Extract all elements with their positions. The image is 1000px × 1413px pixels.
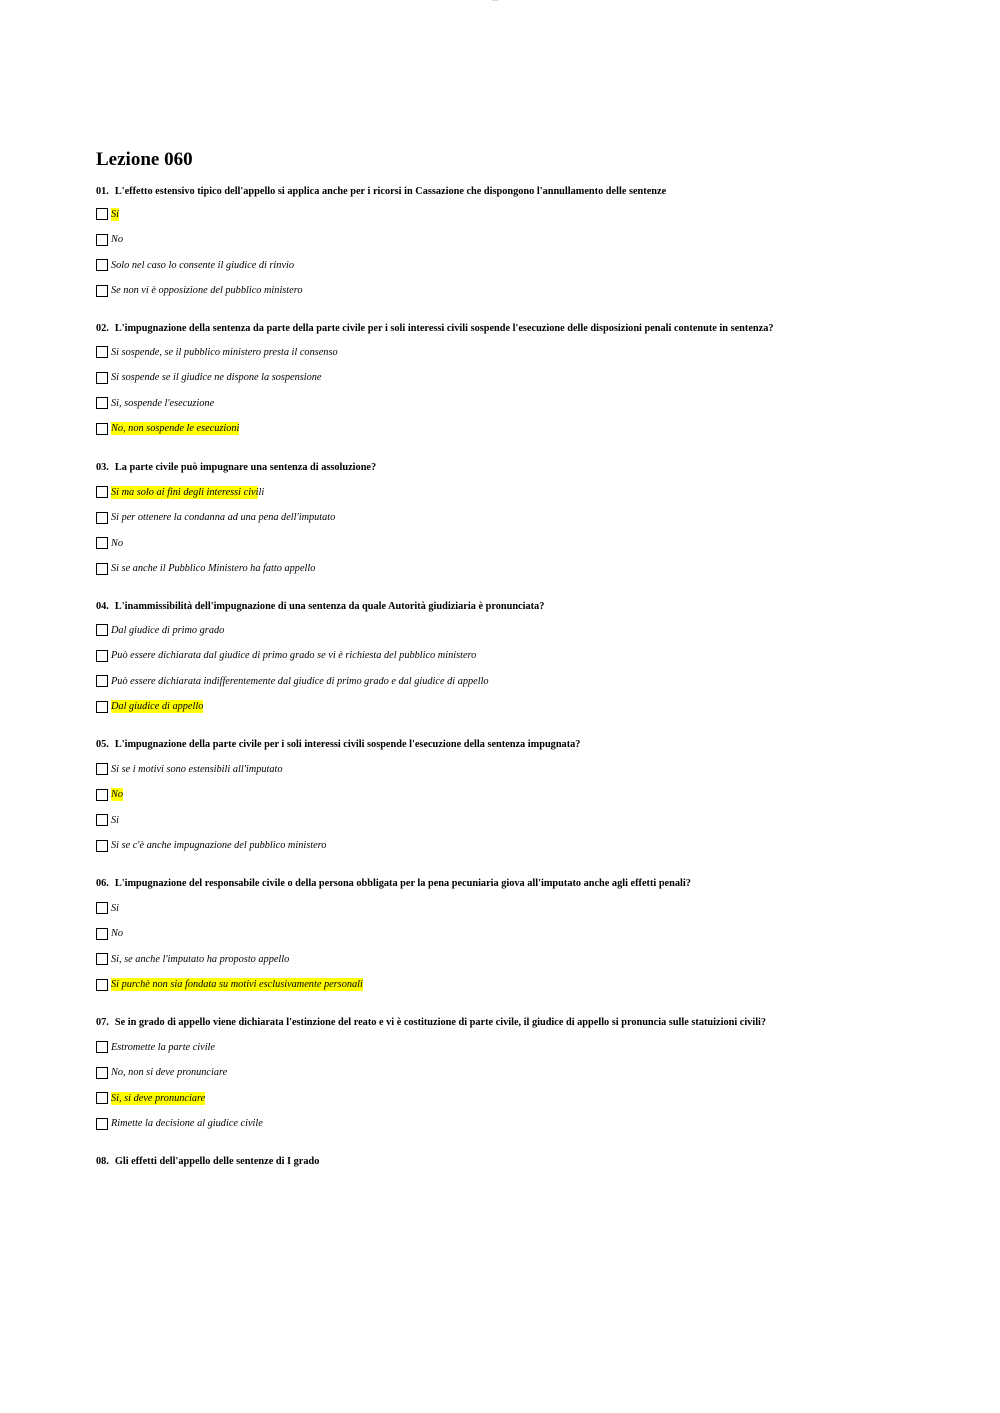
answer-checkbox[interactable] xyxy=(96,1092,108,1104)
answer-label: Se non vi è opposizione del pubblico ministero xyxy=(111,285,303,296)
answer-option[interactable] xyxy=(96,699,203,715)
answer-label: Si, sospende l'esecuzione xyxy=(111,397,215,409)
answer-option[interactable] xyxy=(96,421,239,437)
answer-checkbox[interactable] xyxy=(96,397,108,409)
answer-checkbox[interactable] xyxy=(96,840,108,852)
answer-label: Rimette la decisione al giudice civile xyxy=(111,1118,263,1129)
answer-option[interactable] xyxy=(96,283,303,299)
question-number: 07. xyxy=(96,1017,109,1028)
answer-label: No xyxy=(111,234,124,245)
answer-option[interactable] xyxy=(96,977,363,993)
correct-answer-label: Si xyxy=(111,208,120,220)
question-text: L'impugnazione della parte civile per i soli interessi civili sospende l'esecuzione della sentenza impugnata? xyxy=(114,739,581,750)
answer-checkbox[interactable] xyxy=(96,1118,108,1130)
answer-label: No, non si deve pronunciare xyxy=(111,1067,228,1078)
answer-label: Si per ottenere la condanna ad una pena dell'imputato xyxy=(111,512,336,523)
question-text: L'impugnazione della sentenza da parte della parte civile per i soli interessi civili sospende l'esecuzione delle disposizioni penali contenute in sentenza? xyxy=(114,323,774,334)
answer-option[interactable] xyxy=(96,395,214,411)
answer-checkbox[interactable] xyxy=(96,675,108,687)
correct-answer-label: No xyxy=(111,789,124,800)
answer-option[interactable] xyxy=(96,561,315,577)
answer-option[interactable] xyxy=(96,787,123,803)
answer-checkbox[interactable] xyxy=(96,1067,108,1079)
answer-option[interactable] xyxy=(96,344,338,360)
answer-checkbox[interactable] xyxy=(96,701,108,713)
question-number: 04. xyxy=(96,601,109,612)
answer-checkbox[interactable] xyxy=(96,346,108,358)
correct-answer-label: Dal giudice di appello xyxy=(111,701,204,712)
answer-checkbox[interactable] xyxy=(96,763,108,775)
question-3 xyxy=(96,462,376,473)
question-2 xyxy=(96,323,774,334)
answer-label: Può essere dichiarata dal giudice di primo grado se vi è richiesta del pubblico ministero xyxy=(111,650,477,661)
correct-answer-label: Si purchè non sia fondata su motivi esclusivamente personali xyxy=(111,979,363,990)
answer-label: Si se c'è anche impugnazione del pubblico ministero xyxy=(111,840,327,851)
answer-label: No xyxy=(111,928,124,939)
lesson-title: Lezione 060 xyxy=(96,149,193,170)
question-5 xyxy=(96,739,580,750)
answer-option[interactable] xyxy=(96,838,326,854)
answer-checkbox[interactable] xyxy=(96,902,108,914)
answer-label: Si, se anche l'imputato ha proposto appello xyxy=(111,953,290,965)
question-8 xyxy=(96,1156,319,1167)
answer-label: Si sospende se il giudice ne dispone la sospensione xyxy=(111,372,322,383)
answer-label: Si xyxy=(111,902,120,914)
answer-label: Si se anche il Pubblico Ministero ha fatto appello xyxy=(111,563,316,574)
answer-option[interactable] xyxy=(96,1065,227,1081)
answer-option[interactable] xyxy=(96,622,224,638)
answer-checkbox[interactable] xyxy=(96,814,108,826)
answer-checkbox[interactable] xyxy=(96,624,108,636)
answer-option[interactable] xyxy=(96,510,335,526)
answer-option[interactable] xyxy=(96,370,321,386)
answer-label: Si xyxy=(111,814,120,826)
question-text: La parte civile può impugnare una sentenza di assoluzione? xyxy=(114,462,377,473)
answer-option[interactable] xyxy=(96,1090,205,1106)
answer-checkbox[interactable] xyxy=(96,259,108,271)
question-text: L'impugnazione del responsabile civile o della persona obbligata per la pena pecuniaria giova all'imputato anche agli effetti penali? xyxy=(114,878,691,889)
answer-option[interactable] xyxy=(96,257,294,273)
answer-checkbox[interactable] xyxy=(96,953,108,965)
answer-label-trail: li xyxy=(258,486,265,498)
answer-label: Dal giudice di primo grado xyxy=(111,624,225,636)
answer-checkbox[interactable] xyxy=(96,372,108,384)
question-number: 01. xyxy=(96,186,109,197)
answer-checkbox[interactable] xyxy=(96,486,108,498)
question-number: 05. xyxy=(96,739,109,750)
question-4 xyxy=(96,601,544,612)
answer-option[interactable] xyxy=(96,484,264,500)
answer-label: Si se i motivi sono estensibili all'imputato xyxy=(111,763,283,775)
answer-option[interactable] xyxy=(96,535,123,551)
question-number: 03. xyxy=(96,462,109,473)
answer-checkbox[interactable] xyxy=(96,1041,108,1053)
question-number: 06. xyxy=(96,878,109,889)
answer-option[interactable] xyxy=(96,926,123,942)
answer-option[interactable] xyxy=(96,1039,215,1055)
question-text: L'effetto estensivo tipico dell'appello si applica anche per i ricorsi in Cassazione che dispongono l'annullamento delle sentenze xyxy=(114,186,667,197)
answer-option[interactable] xyxy=(96,1116,263,1132)
answer-label: No xyxy=(111,537,124,549)
answer-checkbox[interactable] xyxy=(96,512,108,524)
correct-answer-label: Si ma solo ai fini degli interessi civi xyxy=(111,486,259,498)
question-1 xyxy=(96,186,666,197)
answer-checkbox[interactable] xyxy=(96,234,108,246)
answer-option[interactable] xyxy=(96,648,476,664)
question-6 xyxy=(96,878,691,889)
answer-label: Si sospende, se il pubblico ministero presta il consenso xyxy=(111,346,338,358)
question-text: Se in grado di appello viene dichiarata l'estinzione del reato e vi è costituzione di parte civile, il giudice di appello si pronuncia sulle statuizioni civili? xyxy=(114,1017,767,1028)
answer-label: Può essere dichiarata indifferentemente dal giudice di primo grado e dal giudice di appello xyxy=(111,675,489,687)
answer-option[interactable] xyxy=(96,812,119,828)
answer-checkbox[interactable] xyxy=(96,563,108,575)
correct-answer-label: Si, si deve pronunciare xyxy=(111,1092,206,1104)
answer-checkbox[interactable] xyxy=(96,285,108,297)
answer-checkbox[interactable] xyxy=(96,537,108,549)
question-text: L'inammissibilità dell'impugnazione di una sentenza da quale Autorità giudiziaria è pronunciata? xyxy=(114,601,545,612)
question-number: 08. xyxy=(96,1156,109,1167)
answer-checkbox[interactable] xyxy=(96,208,108,220)
header-stamp: abc.co.it xyxy=(492,0,499,2)
answer-option[interactable] xyxy=(96,232,123,248)
answer-checkbox[interactable] xyxy=(96,928,108,940)
question-7 xyxy=(96,1017,766,1028)
answer-checkbox[interactable] xyxy=(96,650,108,662)
answer-option[interactable] xyxy=(96,673,489,689)
answer-checkbox[interactable] xyxy=(96,789,108,801)
answer-label: Estromette la parte civile xyxy=(111,1041,215,1053)
question-number: 02. xyxy=(96,323,109,334)
answer-label: Solo nel caso lo consente il giudice di rinvio xyxy=(111,259,295,271)
answer-option[interactable] xyxy=(96,206,119,222)
correct-answer-label: No, non sospende le esecuzioni xyxy=(111,423,240,434)
question-text: Gli effetti dell'appello delle sentenze di I grado xyxy=(114,1156,320,1167)
answer-checkbox[interactable] xyxy=(96,423,108,435)
answer-option[interactable] xyxy=(96,761,283,777)
answer-checkbox[interactable] xyxy=(96,979,108,991)
answer-option[interactable] xyxy=(96,951,289,967)
answer-option[interactable] xyxy=(96,900,119,916)
